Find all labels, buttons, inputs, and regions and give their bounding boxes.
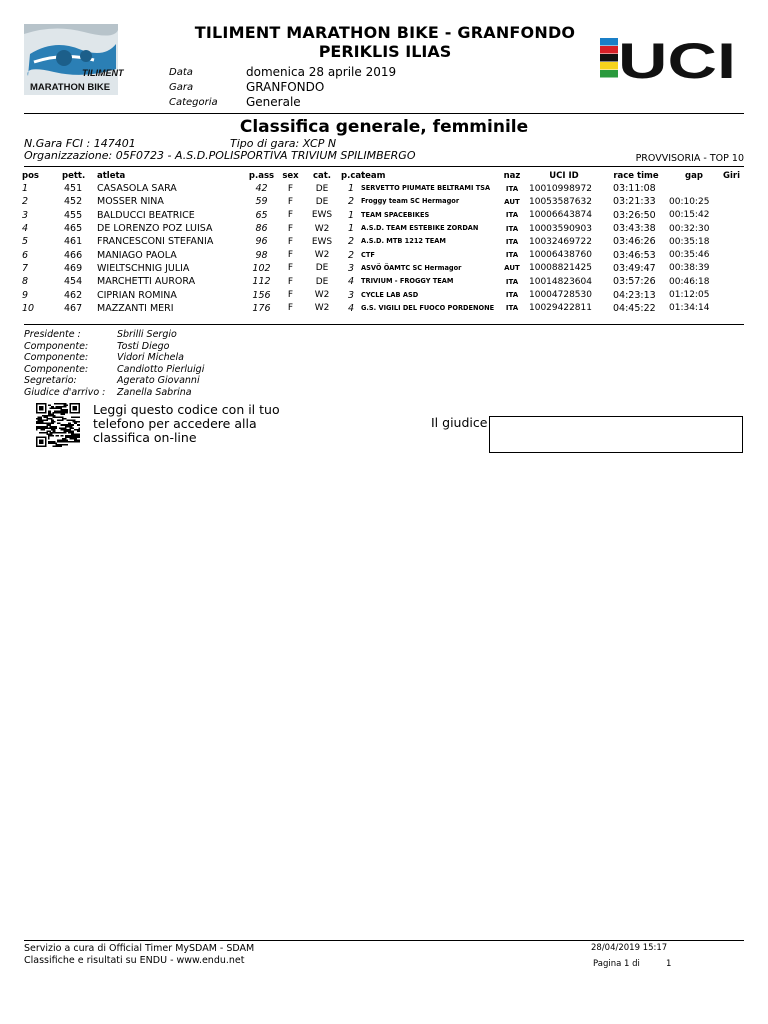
result-pos: 2 — [22, 196, 29, 208]
result-category-pos: 4 — [347, 276, 355, 288]
result-laps — [719, 182, 744, 195]
result-bib: 451 — [64, 183, 83, 195]
result-category-pos: 2 — [347, 236, 355, 248]
result-nation: ITA — [505, 251, 519, 260]
result-uci-id: 10010998972 — [529, 183, 592, 194]
result-gap: 00:46:18 — [669, 276, 710, 287]
jury-name: Sbrilli Sergio — [117, 329, 177, 340]
jury-name: Tosti Diego — [117, 340, 170, 352]
jury-name: Zanella Sabrina — [117, 386, 192, 398]
result-nation: ITA — [505, 277, 519, 286]
results-table — [22, 170, 744, 315]
result-laps — [719, 209, 744, 222]
result-sex: F — [287, 303, 294, 314]
result-uci-id: 10032469722 — [529, 236, 592, 247]
result-overall-pos: 176 — [252, 302, 271, 314]
col-header-pass: p.ass — [248, 171, 275, 181]
result-pos: 8 — [22, 276, 29, 288]
result-nation: ITA — [505, 211, 519, 220]
result-bib: 467 — [64, 302, 83, 314]
meta-value-data: domenica 28 aprile 2019 — [246, 65, 397, 79]
result-category: DE — [315, 183, 329, 194]
result-gap — [669, 182, 719, 195]
jury-role: Componente: — [24, 352, 89, 364]
result-uci-id: 10008821425 — [529, 263, 592, 274]
result-category-pos: 2 — [347, 196, 355, 208]
judge-signature-box — [489, 416, 743, 453]
result-sex: F — [287, 290, 294, 301]
header-divider — [24, 113, 744, 114]
jury-role: Giudice d'arrivo : — [24, 386, 106, 398]
logo-text-bottom: MARATHON BIKE — [30, 82, 111, 93]
result-uci-id: 10029422811 — [529, 303, 592, 314]
table-bottom-divider — [24, 324, 744, 325]
result-sex: F — [287, 183, 294, 194]
result-sex: F — [287, 210, 294, 221]
table-row — [22, 248, 744, 261]
uci-logo — [598, 32, 738, 89]
result-pos: 5 — [22, 236, 29, 248]
result-pos: 4 — [22, 223, 29, 235]
result-race-time: 03:11:08 — [613, 183, 656, 195]
result-race-time: 04:45:22 — [613, 302, 656, 314]
qr-code-icon — [35, 403, 81, 447]
jury-name: Candiotto Pierluigi — [117, 363, 205, 375]
meta-label-categoria: Categoria — [169, 97, 218, 108]
result-laps — [719, 275, 744, 288]
jury-member — [24, 387, 204, 399]
uci-logo-text: UCI — [618, 33, 736, 89]
result-category-pos: 1 — [347, 209, 355, 221]
result-bib: 461 — [64, 236, 83, 248]
result-overall-pos: 59 — [255, 196, 268, 208]
result-nation: ITA — [505, 291, 519, 300]
event-logo — [24, 24, 124, 95]
col-header-cat: cat. — [312, 171, 332, 181]
result-overall-pos: 65 — [255, 209, 268, 221]
result-race-time: 03:26:50 — [613, 209, 656, 221]
qr-instructions: Leggi questo codice con il tuo telefono per accedere alla classifica on-line — [93, 402, 280, 446]
table-row — [22, 182, 744, 195]
organization: Organizzazione: 05F0723 - A.S.D.POLISPORTIVA TRIVIUM SPILIMBERGO — [24, 149, 416, 162]
result-overall-pos: 96 — [255, 236, 268, 248]
col-header-sex: sex — [282, 171, 299, 181]
result-bib: 465 — [64, 223, 83, 235]
result-gap: 01:34:14 — [669, 303, 710, 314]
result-pos: 10 — [22, 302, 35, 314]
col-header-pett: pett. — [62, 171, 86, 181]
meta-label-gara: Gara — [169, 82, 194, 93]
result-team: TRIVIUM - FROGGY TEAM — [361, 277, 454, 286]
result-overall-pos: 98 — [255, 249, 268, 261]
result-overall-pos: 86 — [255, 223, 268, 235]
result-sex: F — [287, 263, 294, 274]
result-athlete: MOSSER NINA — [97, 196, 164, 208]
result-gap: 00:35:46 — [669, 250, 710, 261]
table-row — [22, 235, 744, 248]
result-athlete: FRANCESCONI STEFANIA — [97, 236, 214, 248]
footer-results-link[interactable]: Classifiche e risultati su ENDU - www.endu.net — [24, 955, 245, 966]
table-row — [22, 302, 744, 315]
result-category-pos: 1 — [347, 183, 355, 195]
col-header-gap: gap — [685, 171, 703, 181]
table-header-row — [22, 170, 744, 182]
result-team: ASVÖ ÖAMTC SC Hermagor — [361, 263, 462, 272]
result-athlete: MAZZANTI MERI — [97, 302, 174, 314]
table-row — [22, 288, 744, 301]
result-laps — [719, 248, 744, 261]
result-race-time: 04:23:13 — [613, 289, 656, 301]
result-category: W2 — [314, 303, 330, 314]
result-uci-id: 10014823604 — [529, 276, 592, 287]
result-bib: 462 — [64, 289, 83, 301]
result-pos: 9 — [22, 289, 29, 301]
result-category: EWS — [311, 236, 333, 247]
event-title-line2: PERIKLIS ILIAS — [318, 42, 452, 61]
result-sex: F — [287, 276, 294, 287]
judge-label: Il giudice — [431, 415, 488, 430]
meta-value-categoria: Generale — [246, 95, 301, 109]
jury-name: Agerato Giovanni — [117, 375, 200, 387]
result-laps — [719, 302, 744, 315]
result-gap: 01:12:05 — [669, 290, 710, 301]
col-header-uci: UCI ID — [549, 171, 579, 181]
result-race-time: 03:46:26 — [613, 236, 656, 248]
result-team: TEAM SPACEBIKES — [361, 210, 430, 219]
jury-role: Componente: — [24, 340, 89, 352]
result-gap: 00:38:39 — [669, 263, 710, 274]
result-athlete: BALDUCCI BEATRICE — [97, 209, 195, 221]
result-category-pos: 3 — [347, 262, 355, 274]
result-nation: AUT — [504, 264, 520, 273]
result-race-time: 03:57:26 — [613, 276, 656, 288]
result-team: G.S. VIGILI DEL FUOCO PORDENONE — [361, 303, 495, 312]
result-bib: 466 — [64, 249, 83, 261]
result-team: Froggy team SC Hermagor — [361, 197, 460, 206]
result-pos: 7 — [22, 262, 29, 274]
result-race-time: 03:49:47 — [613, 262, 656, 274]
result-category: DE — [315, 263, 329, 274]
meta-value-gara: GRANFONDO — [246, 80, 325, 94]
jury-role: Presidente : — [24, 329, 81, 340]
result-laps — [719, 262, 744, 275]
jury-member — [24, 375, 204, 387]
jury-list — [24, 329, 204, 399]
result-category: W2 — [314, 250, 330, 261]
jury-name: Vidori Michela — [117, 352, 184, 364]
result-pos: 6 — [22, 249, 29, 261]
result-bib: 454 — [64, 276, 83, 288]
result-category-pos: 3 — [347, 289, 355, 301]
logo-text-top: TILIMENT — [82, 68, 124, 78]
result-athlete: CASASOLA SARA — [97, 183, 177, 195]
table-row — [22, 275, 744, 288]
col-header-team: team — [361, 171, 386, 181]
classification-title: Classifica generale, femminile — [239, 117, 529, 137]
event-title-line1: TILIMENT MARATHON BIKE - GRANFONDO — [194, 23, 576, 42]
jury-role: Componente: — [24, 363, 89, 375]
result-pos: 3 — [22, 209, 29, 221]
result-gap: 00:10:25 — [669, 196, 710, 207]
table-row — [22, 262, 744, 275]
result-overall-pos: 42 — [255, 183, 268, 195]
result-sex: F — [287, 250, 294, 261]
result-category: DE — [315, 276, 329, 287]
result-nation: ITA — [505, 224, 519, 233]
col-header-pos: pos — [22, 171, 39, 181]
result-race-time: 03:46:53 — [613, 249, 656, 261]
result-team: SERVETTO PIUMATE BELTRAMI TSA — [361, 184, 491, 193]
jury-member — [24, 341, 204, 353]
result-athlete: MARCHETTI AURORA — [97, 276, 196, 288]
result-uci-id: 10004728530 — [529, 290, 592, 301]
col-header-naz: naz — [503, 171, 521, 181]
col-header-atleta: atleta — [97, 171, 126, 181]
result-nation: ITA — [505, 184, 519, 193]
footer-page-total: 1 — [666, 959, 672, 969]
table-row — [22, 209, 744, 222]
jury-member — [24, 329, 204, 341]
result-overall-pos: 102 — [252, 262, 271, 274]
result-nation: ITA — [505, 237, 519, 246]
col-header-pcat: p.cat — [341, 171, 366, 181]
col-header-giri: Giri — [723, 171, 740, 181]
meta-label-data: Data — [169, 67, 193, 78]
footer-divider — [24, 940, 744, 941]
table-row — [22, 195, 744, 208]
result-nation: AUT — [504, 197, 520, 206]
jury-role: Segretario: — [24, 375, 77, 387]
footer-page-label: Pagina 1 di — [593, 959, 640, 969]
result-race-time: 03:21:33 — [613, 196, 656, 208]
result-uci-id: 10006643874 — [529, 210, 592, 221]
result-sex: F — [287, 236, 294, 247]
result-bib: 469 — [64, 262, 83, 274]
jury-member — [24, 352, 204, 364]
race-type: Tipo di gara: XCP N — [230, 137, 337, 150]
result-category-pos: 4 — [347, 302, 355, 314]
result-nation: ITA — [505, 304, 519, 313]
result-athlete: MANIAGO PAOLA — [97, 249, 177, 261]
footer-service: Servizio a cura di Official Timer MySDAM - SDAM — [24, 943, 255, 954]
result-category-pos: 1 — [347, 223, 355, 235]
table-row — [22, 222, 744, 235]
race-number: N.Gara FCI : 147401 — [24, 137, 136, 150]
result-athlete: DE LORENZO POZ LUISA — [97, 223, 213, 235]
result-category: W2 — [314, 290, 330, 301]
result-sex: F — [287, 223, 294, 234]
result-category-pos: 2 — [347, 249, 355, 261]
result-race-time: 03:43:38 — [613, 223, 656, 235]
result-sex: F — [287, 196, 294, 207]
result-bib: 455 — [64, 209, 83, 221]
result-pos: 1 — [22, 183, 29, 195]
result-athlete: CIPRIAN ROMINA — [97, 289, 177, 301]
table-top-divider — [24, 166, 744, 167]
result-team: CTF — [361, 250, 375, 259]
result-overall-pos: 156 — [252, 289, 271, 301]
result-uci-id: 10006438760 — [529, 250, 592, 261]
col-header-time: race time — [613, 171, 659, 181]
result-gap: 00:35:18 — [669, 236, 710, 247]
result-gap: 00:15:42 — [669, 210, 710, 221]
result-overall-pos: 112 — [252, 276, 271, 288]
jury-member — [24, 364, 204, 376]
result-category: W2 — [314, 223, 330, 234]
result-category: EWS — [311, 210, 333, 221]
result-uci-id: 10053587632 — [529, 196, 592, 207]
result-uci-id: 10003590903 — [529, 223, 592, 234]
result-bib: 452 — [64, 196, 83, 208]
result-team: A.S.D. TEAM ESTEBIKE ZORDAN — [361, 224, 479, 233]
result-team: CYCLE LAB ASD — [361, 290, 419, 299]
result-laps — [719, 288, 744, 301]
result-laps — [719, 195, 744, 208]
result-laps — [719, 235, 744, 248]
result-gap: 00:32:30 — [669, 223, 710, 234]
result-team: A.S.D. MTB 1212 TEAM — [361, 237, 446, 246]
result-athlete: WIELTSCHNIG JULIA — [97, 262, 190, 274]
result-category: DE — [315, 196, 329, 207]
status-label: PROVVISORIA - TOP 10 — [635, 153, 744, 164]
footer-datetime: 28/04/2019 15:17 — [591, 943, 668, 953]
result-laps — [719, 222, 744, 235]
